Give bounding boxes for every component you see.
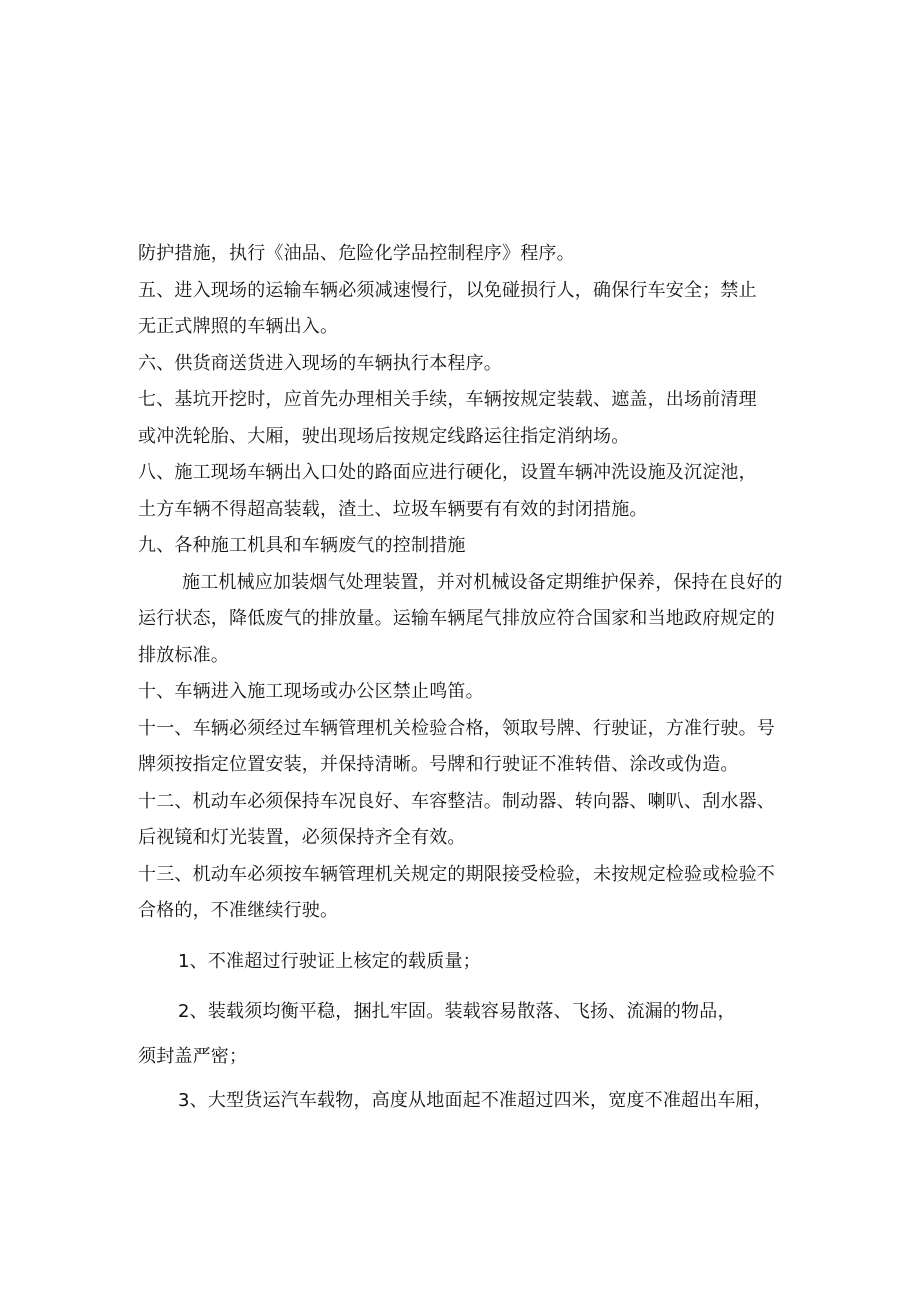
text-line: 九、各种施工机具和车辆废气的控制措施 <box>138 535 466 556</box>
text-line: 合格的，不准继续行驶。 <box>138 900 339 921</box>
text-line: 运行状态，降低废气的排放量。运输车辆尾气排放应符合国家和当地政府规定的 <box>138 608 775 629</box>
text-line: 十三、机动车必须按车辆管理机关规定的期限接受检验，未按规定检验或检验不 <box>138 863 775 885</box>
text-line: 八、施工现场车辆出入口处的路面应进行硬化，设置车辆冲洗设施及沉淀池， <box>138 462 757 483</box>
text-line: 防护措施，执行《油品、危险化学品控制程序》程序。 <box>138 243 575 264</box>
list-item: 1、不准超过行驶证上核定的载质量； <box>178 950 481 972</box>
text-line: 五、进入现场的运输车辆必须减速慢行，以免碰损行人，确保行车安全；禁止 <box>138 279 757 301</box>
list-item: 2、装载须均衡平稳，捆扎牢固。装载容易散落、飞扬、流漏的物品， <box>178 1001 736 1022</box>
text-line: 须封盖严密； <box>138 1045 248 1067</box>
text-line: 后视镜和灯光装置，必须保持齐全有效。 <box>138 827 466 848</box>
text-line: 或冲洗轮胎、大厢，驶出现场后按规定线路运往指定消纳场。 <box>138 425 630 447</box>
text-line: 七、基坑开挖时，应首先办理相关手续，车辆按规定装载、遮盖，出场前清理 <box>138 389 757 410</box>
text-line: 十、车辆进入施工现场或办公区禁止鸣笛。 <box>138 681 484 702</box>
text-line: 施工机械应加装烟气处理装置，并对机械设备定期维护保养，保持在良好的 <box>182 571 783 593</box>
text-line: 牌须按指定位置安装，并保持清晰。号牌和行驶证不准转借、涂改或伪造。 <box>138 754 739 775</box>
text-line: 无正式牌照的车辆出入。 <box>138 316 339 337</box>
text-line: 十一、车辆必须经过车辆管理机关检验合格，领取号牌、行驶证，方准行驶。号 <box>138 717 775 739</box>
text-line: 六、供货商送货进入现场的车辆执行本程序。 <box>138 352 502 374</box>
text-line: 十二、机动车必须保持车况良好、车容整洁。制动器、转向器、喇叭、刮水器、 <box>138 790 775 812</box>
list-item: 3、大型货运汽车载物，高度从地面起不准超过四米，宽度不准超出车厢， <box>178 1090 773 1111</box>
document-body <box>138 236 838 1120</box>
text-line: 排放标准。 <box>138 644 229 666</box>
text-line: 土方车辆不得超高装载，渣土、垃圾车辆要有有效的封闭措施。 <box>138 498 648 520</box>
